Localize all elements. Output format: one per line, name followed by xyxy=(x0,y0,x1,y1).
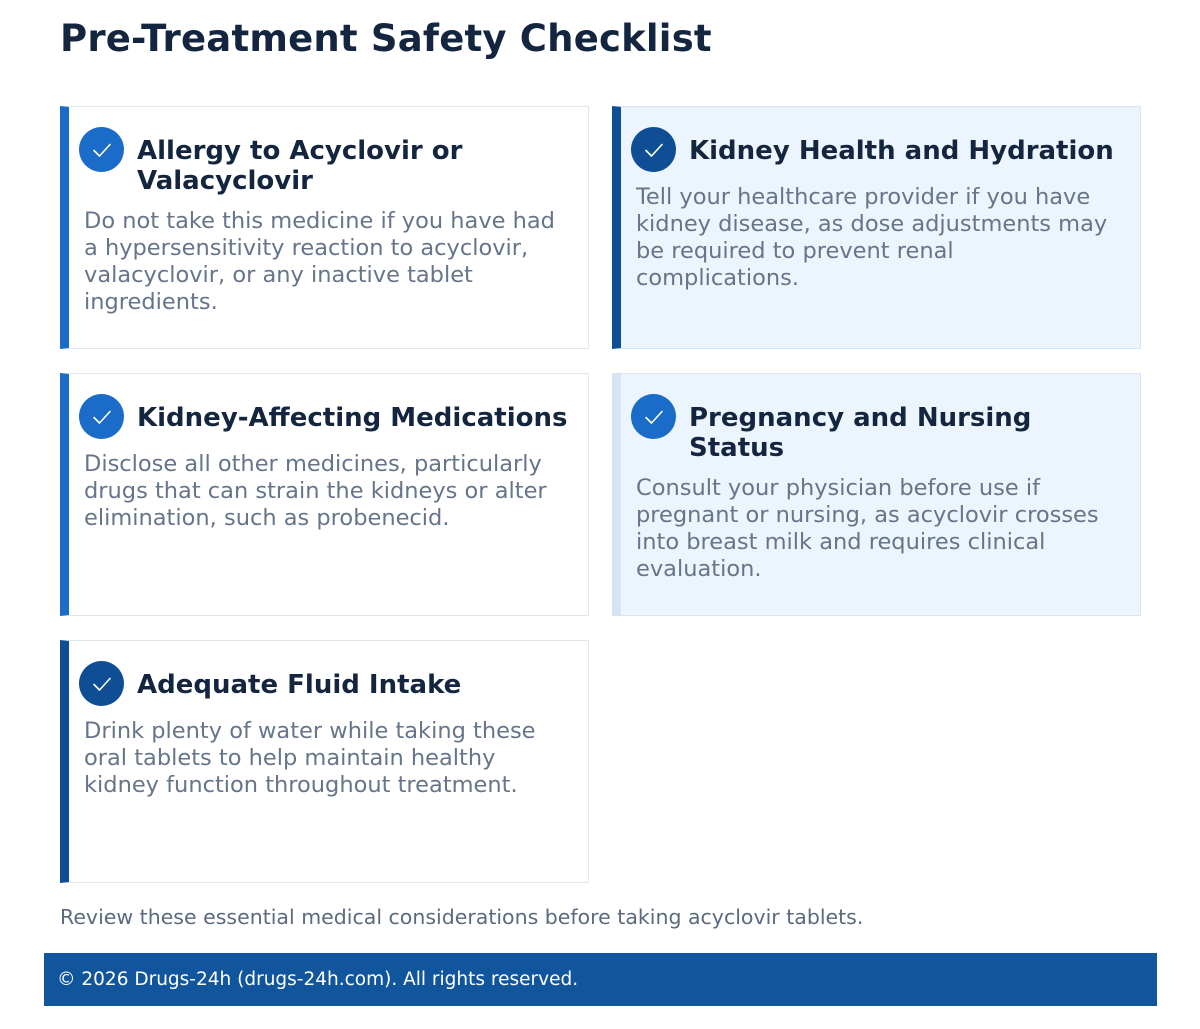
card-header xyxy=(79,394,568,439)
checklist-card-kidney-medications xyxy=(60,373,589,616)
checklist-card-fluid-intake xyxy=(60,640,589,883)
card-title: Pregnancy and Nursing Status xyxy=(689,403,1032,463)
check-circle-icon xyxy=(79,661,124,706)
check-circle-icon xyxy=(79,127,124,172)
check-circle-icon xyxy=(79,394,124,439)
card-header xyxy=(79,127,568,196)
card-description: Do not take this medicine if you have had a hypersensitivity reaction to acyclovir, valacyclovir, or any inactive tablet ingredients. xyxy=(84,208,555,315)
checklist-card-pregnancy xyxy=(612,373,1141,616)
checklist-card-allergy xyxy=(60,106,589,349)
card-title: Kidney Health and Hydration xyxy=(689,136,1114,166)
copyright-text: © 2026 Drugs-24h (drugs-24h.com). All rights reserved. xyxy=(57,969,579,990)
page-title: Pre-Treatment Safety Checklist xyxy=(60,17,712,60)
check-circle-icon xyxy=(631,394,676,439)
card-title: Adequate Fluid Intake xyxy=(137,670,462,700)
checklist-caption: Review these essential medical considerations before taking acyclovir tablets. xyxy=(60,905,864,929)
card-description: Consult your physician before use if pregnant or nursing, as acyclovir crosses into breast milk and requires clinical evaluation. xyxy=(636,475,1099,582)
card-header xyxy=(79,661,568,706)
checklist-grid xyxy=(60,106,1141,883)
check-circle-icon xyxy=(631,127,676,172)
footer-bar xyxy=(44,953,1157,1006)
card-title: Kidney-Affecting Medications xyxy=(137,403,568,433)
card-header xyxy=(631,394,1120,463)
card-description: Tell your healthcare provider if you have kidney disease, as dose adjustments may be required to prevent renal complications. xyxy=(636,184,1108,291)
card-description: Disclose all other medicines, particularly drugs that can strain the kidneys or alter elimination, such as probenecid. xyxy=(84,451,547,531)
checklist-card-kidney-health xyxy=(612,106,1141,349)
card-header xyxy=(631,127,1120,172)
card-description: Drink plenty of water while taking these oral tablets to help maintain healthy kidney function throughout treatment. xyxy=(84,718,536,798)
card-title: Allergy to Acyclovir or Valacyclovir xyxy=(137,136,463,196)
